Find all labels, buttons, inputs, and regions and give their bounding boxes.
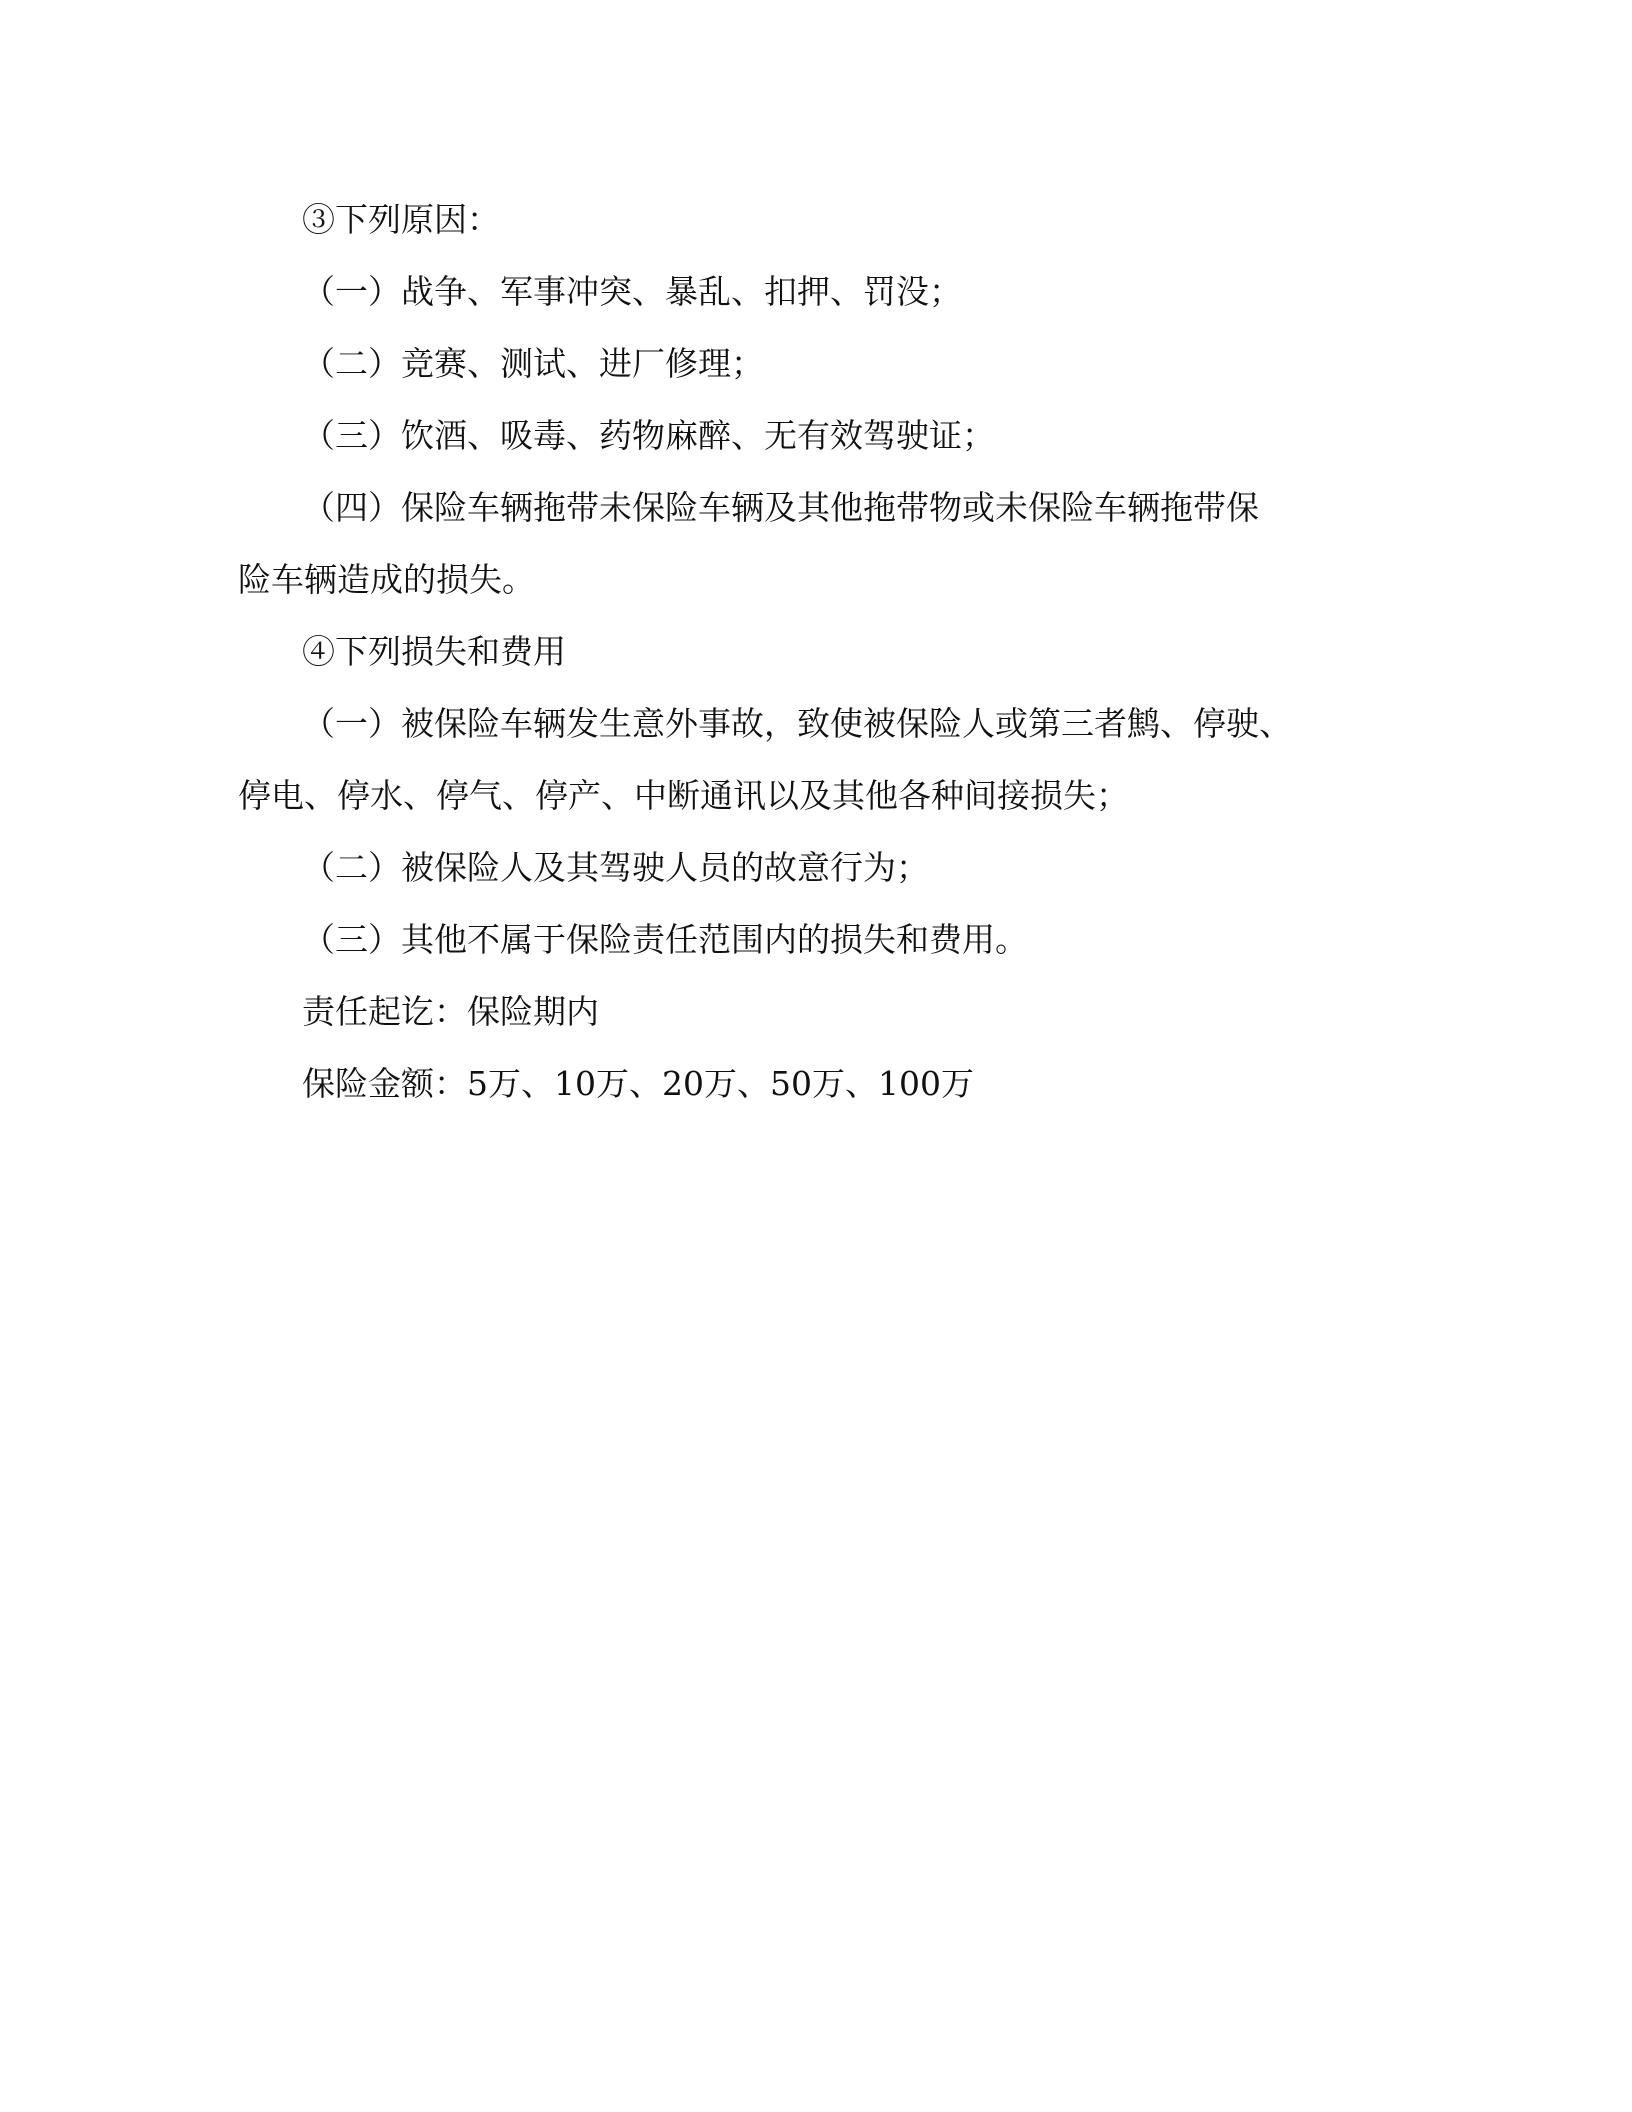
exclusion-item-3: （三）饮酒、吸毒、药物麻醉、无有效驾驶证； [302, 416, 995, 455]
loss-item-1-line-2: 停电、停水、停气、停产、中断通讯以及其他各种间接损失； [238, 776, 1129, 815]
loss-item-3: （三）其他不属于保险责任范围内的损失和费用。 [302, 920, 1028, 959]
loss-item-1-line-1: （一）被保险车辆发生意外事故，致使被保险人或第三者鹪、停驶、 [302, 704, 1292, 743]
exclusion-item-4-line-2: 险车辆造成的损失。 [238, 560, 535, 599]
exclusion-item-2: （二）竞赛、测试、进厂修理； [302, 344, 764, 383]
exclusion-heading-causes: ③下列原因： [302, 200, 500, 239]
insured-amount: 保险金额：5万、10万、20万、50万、100万 [302, 1064, 974, 1103]
coverage-period: 责任起讫：保险期内 [302, 992, 599, 1031]
exclusion-heading-losses: ④下列损失和费用 [302, 632, 566, 671]
exclusion-item-4-line-1: （四）保险车辆拖带未保险车辆及其他拖带物或未保险车辆拖带保 [302, 488, 1259, 527]
loss-item-2: （二）被保险人及其驾驶人员的故意行为； [302, 848, 929, 887]
exclusion-item-1: （一）战争、军事冲突、暴乱、扣押、罚没； [302, 272, 962, 311]
document-body [238, 184, 1388, 1120]
